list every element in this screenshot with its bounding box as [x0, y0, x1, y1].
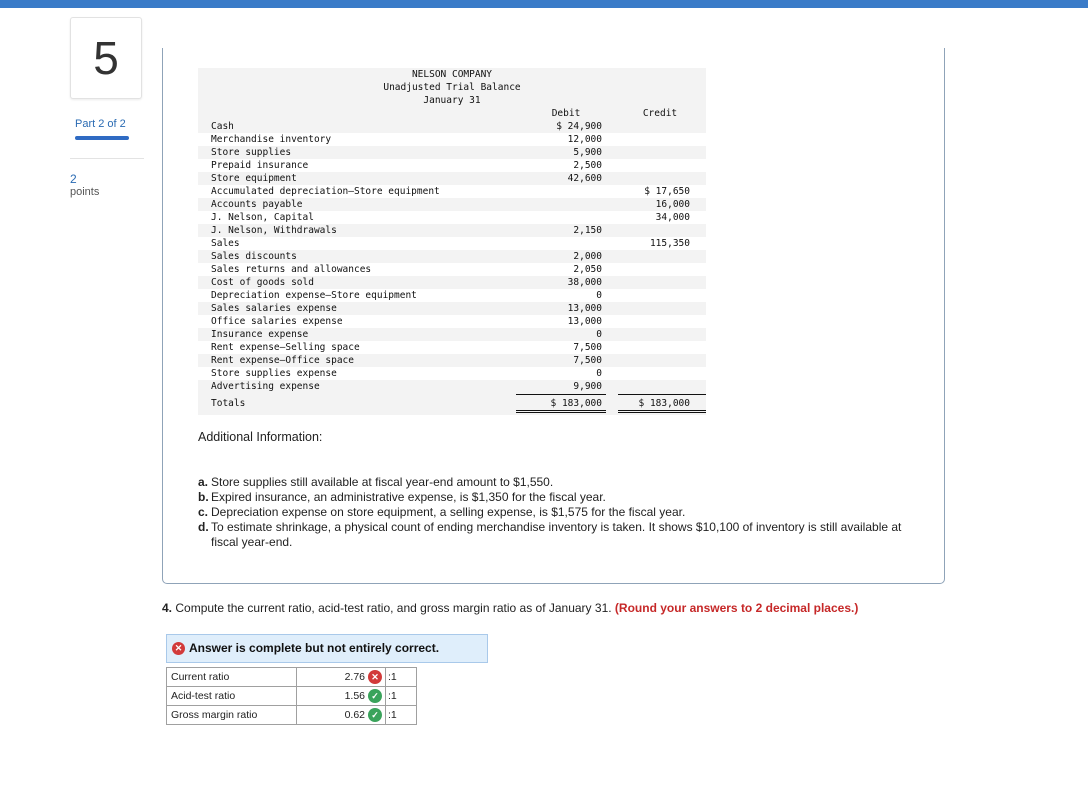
- ratio-suffix: :1: [386, 668, 417, 687]
- tb-credit-header: Credit: [642, 108, 678, 119]
- ratio-answer-table: [166, 667, 417, 725]
- correct-check-icon: ✓: [368, 689, 382, 703]
- ratio-label: Current ratio: [167, 668, 297, 687]
- top-accent-bar: [0, 0, 1088, 8]
- tb-account: Office salaries expense: [211, 316, 343, 327]
- tb-account: Cash: [211, 121, 234, 132]
- tb-debit: 38,000: [567, 277, 602, 288]
- item-text: Depreciation expense on store equipment, a selling expense, is $1,575 for the fiscal year.: [211, 505, 686, 519]
- tb-row: [198, 276, 706, 289]
- tb-row: [198, 159, 706, 172]
- ratio-row: [167, 668, 417, 687]
- ratio-suffix: :1: [386, 706, 417, 725]
- tb-row: [198, 263, 706, 276]
- tb-account: Rent expense—Office space: [211, 355, 354, 366]
- tb-debit-header: Debit: [551, 108, 581, 119]
- item-letter: b.: [198, 490, 209, 504]
- tb-company: NELSON COMPANY: [411, 69, 493, 80]
- incorrect-x-icon: ✕: [368, 670, 382, 684]
- question-number: 5: [70, 17, 142, 99]
- tb-debit: 12,000: [567, 134, 602, 145]
- item-text: Store supplies still available at fiscal year-end amount to $1,550.: [211, 475, 554, 489]
- item-text: To estimate shrinkage, a physical count of ending merchandise inventory is taken. It shows $10,100 of inventory is still available at fiscal year-end.: [211, 520, 902, 549]
- tb-row: [198, 315, 706, 328]
- item-letter: a.: [198, 475, 209, 489]
- tb-account: Merchandise inventory: [211, 134, 332, 145]
- tb-row: [198, 211, 706, 224]
- tb-debit: $ 24,900: [556, 121, 602, 132]
- additional-info-item: [198, 520, 918, 550]
- tb-credit: $ 17,650: [644, 186, 690, 197]
- tb-row: [198, 224, 706, 237]
- ratio-input[interactable]: [297, 687, 386, 706]
- question-note: (Round your answers to 2 decimal places.): [614, 601, 859, 615]
- additional-info-item: [198, 490, 918, 505]
- tb-debit: 9,900: [573, 381, 602, 392]
- tb-row: [198, 354, 706, 367]
- tb-row: [198, 133, 706, 146]
- ratio-value: 2.76: [344, 671, 365, 683]
- ratio-label: Gross margin ratio: [167, 706, 297, 725]
- tb-debit: 13,000: [567, 303, 602, 314]
- tb-debit: 13,000: [567, 316, 602, 327]
- tb-account: Cost of goods sold: [211, 277, 314, 288]
- tb-account: Store equipment: [211, 173, 297, 184]
- part-indicator[interactable]: Part 2 of 2: [75, 118, 126, 130]
- correct-check-icon: ✓: [368, 708, 382, 722]
- ratio-input[interactable]: [297, 706, 386, 725]
- tb-date: January 31: [423, 95, 481, 106]
- tb-row: [198, 380, 706, 393]
- ratio-value: 1.56: [344, 690, 365, 702]
- tb-debit: 0: [596, 368, 602, 379]
- tb-debit: 2,050: [573, 264, 602, 275]
- tb-row: [198, 146, 706, 159]
- tb-debit: 42,600: [567, 173, 602, 184]
- tb-account: Depreciation expense—Store equipment: [211, 290, 417, 301]
- credit-double-rule: [618, 410, 706, 413]
- tb-debit: 2,500: [573, 160, 602, 171]
- trial-balance-table: [198, 68, 706, 415]
- tb-debit: 0: [596, 329, 602, 340]
- credit-total-rule: [618, 394, 706, 395]
- tb-row: [198, 120, 706, 133]
- tb-account: Store supplies: [211, 147, 292, 158]
- tb-credit: 16,000: [655, 199, 690, 210]
- incorrect-icon: ✕: [172, 642, 185, 655]
- tb-row: [198, 289, 706, 302]
- points-value: 2: [70, 172, 77, 186]
- ratio-row: [167, 706, 417, 725]
- debit-total-rule: [516, 394, 606, 395]
- tb-account: J. Nelson, Withdrawals: [211, 225, 337, 236]
- tb-account: Prepaid insurance: [211, 160, 309, 171]
- tb-row: [198, 250, 706, 263]
- tb-debit: 2,000: [573, 251, 602, 262]
- additional-info-item: [198, 475, 918, 490]
- tb-credit: 34,000: [655, 212, 690, 223]
- additional-info-heading: Additional Information:: [198, 430, 323, 444]
- tb-totals-row: [198, 397, 706, 410]
- tb-totals-label: Totals: [211, 398, 246, 409]
- tb-row: [198, 172, 706, 185]
- ratio-row: [167, 687, 417, 706]
- tb-title: Unadjusted Trial Balance: [383, 82, 521, 93]
- debit-double-rule: [516, 410, 606, 413]
- ratio-input[interactable]: [297, 668, 386, 687]
- part-progress-bar: [75, 136, 129, 140]
- tb-debit: 2,150: [573, 225, 602, 236]
- question-text: Compute the current ratio, acid-test ratio, and gross margin ratio as of January 31.: [175, 601, 612, 615]
- tb-account: Sales returns and allowances: [211, 264, 372, 275]
- item-letter: d.: [198, 520, 209, 534]
- tb-totals-credit: $ 183,000: [638, 398, 690, 409]
- tb-row: [198, 302, 706, 315]
- tb-row: [198, 367, 706, 380]
- answer-status-banner: [166, 634, 488, 663]
- tb-row: [198, 341, 706, 354]
- answer-status-text: Answer is complete but not entirely correct.: [189, 641, 440, 655]
- tb-totals-debit: $ 183,000: [550, 398, 602, 409]
- tb-account: Insurance expense: [211, 329, 309, 340]
- tb-row: [198, 198, 706, 211]
- tb-account: Store supplies expense: [211, 368, 337, 379]
- tb-account: Sales: [211, 238, 240, 249]
- tb-debit: 7,500: [573, 342, 602, 353]
- points-label: points: [70, 186, 100, 198]
- tb-debit: 0: [596, 290, 602, 301]
- additional-info-item: [198, 505, 918, 520]
- tb-account: Sales discounts: [211, 251, 297, 262]
- ratio-value: 0.62: [344, 709, 365, 721]
- tb-account: Sales salaries expense: [211, 303, 337, 314]
- ratio-label: Acid-test ratio: [167, 687, 297, 706]
- question-number-label: 4.: [162, 601, 173, 615]
- tb-account: Accumulated depreciation—Store equipment: [211, 186, 440, 197]
- tb-debit: 7,500: [573, 355, 602, 366]
- tb-row: [198, 328, 706, 341]
- tb-account: Rent expense—Selling space: [211, 342, 360, 353]
- ratio-suffix: :1: [386, 687, 417, 706]
- sidebar-divider: [70, 158, 144, 159]
- tb-credit: 115,350: [649, 238, 690, 249]
- question-prompt: [162, 601, 858, 615]
- tb-row: [198, 185, 706, 198]
- additional-info-list: [198, 475, 918, 550]
- tb-debit: 5,900: [573, 147, 602, 158]
- tb-account: Advertising expense: [211, 381, 320, 392]
- tb-row: [198, 237, 706, 250]
- item-letter: c.: [198, 505, 209, 519]
- tb-account: J. Nelson, Capital: [211, 212, 314, 223]
- tb-account: Accounts payable: [211, 199, 303, 210]
- item-text: Expired insurance, an administrative expense, is $1,350 for the fiscal year.: [211, 490, 606, 504]
